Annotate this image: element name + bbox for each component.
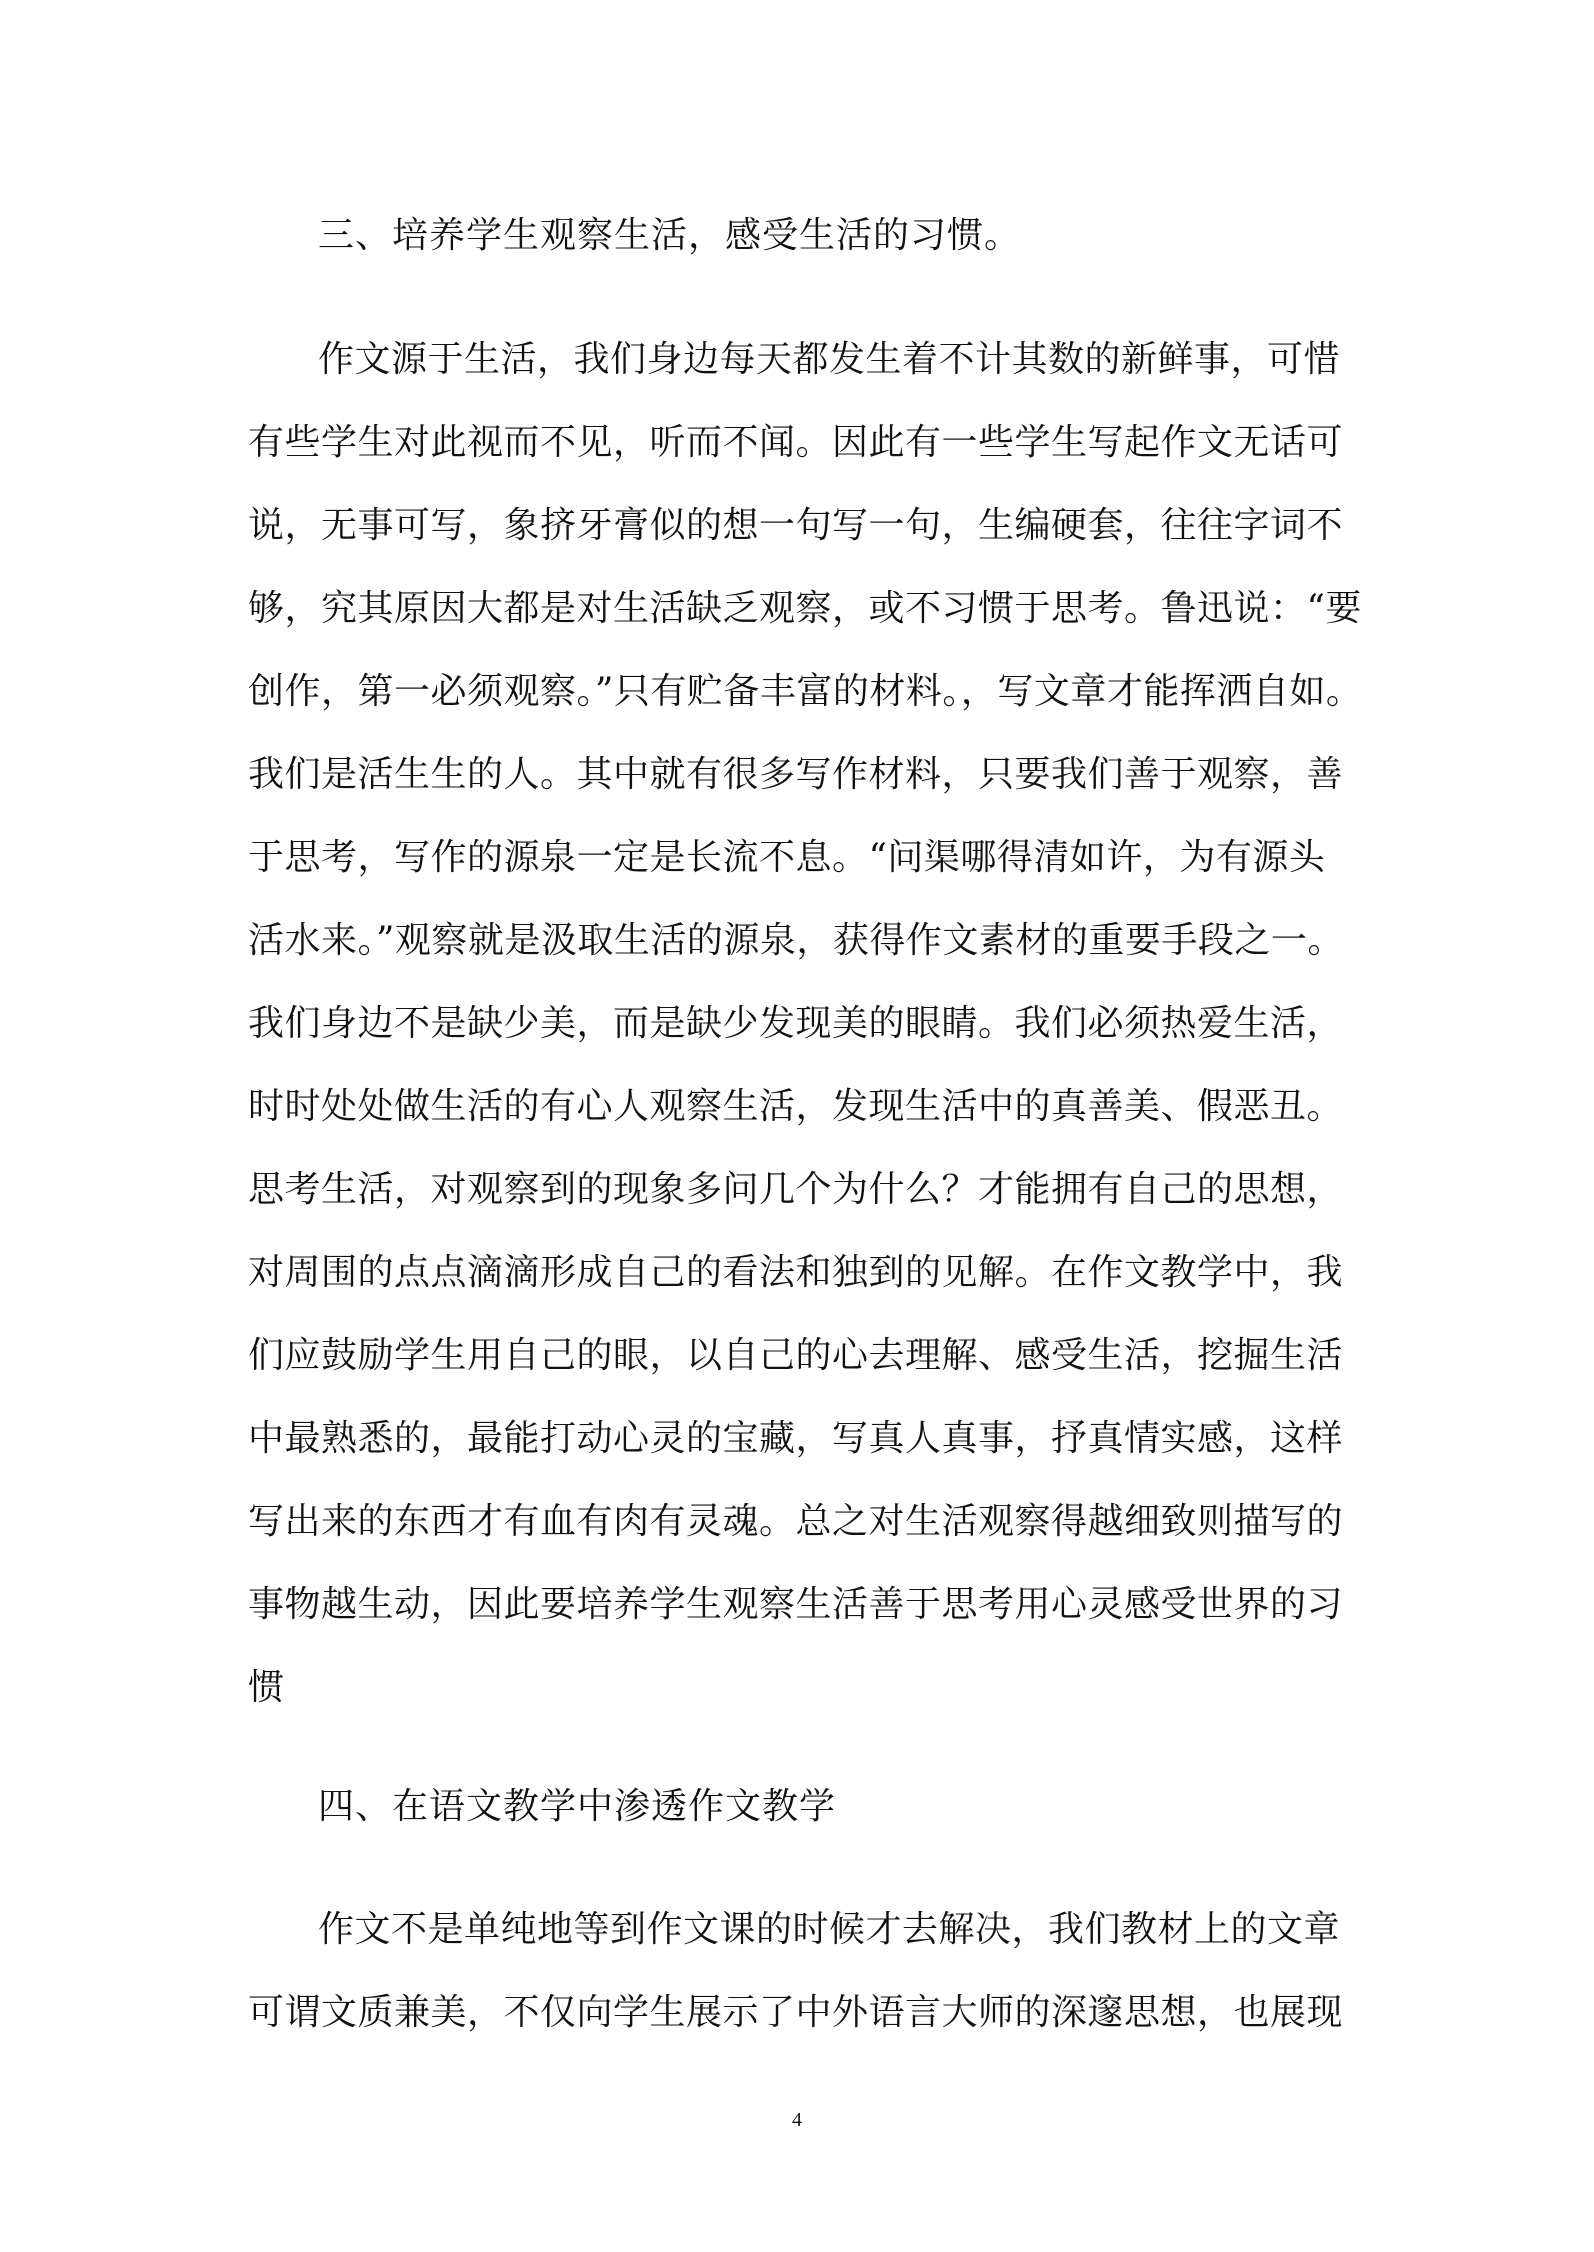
paragraph-line: 活水来。”观察就是汲取生活的源泉，获得作文素材的重要手段之一。	[248, 920, 1344, 961]
paragraph-line: 我们是活生生的人。其中就有很多写作材料，只要我们善于观察，善	[248, 754, 1344, 795]
paragraph-line: 时时处处做生活的有心人观察生活，发现生活中的真善美、假恶丑。	[248, 1086, 1344, 1127]
paragraph-line: 思考生活，对观察到的现象多问几个为什么？才能拥有自己的思想，	[248, 1169, 1344, 1210]
paragraph-line: 于思考，写作的源泉一定是长流不息。“问渠哪得清如许，为有源头	[248, 837, 1326, 878]
paragraph-line: 们应鼓励学生用自己的眼，以自己的心去理解、感受生活，挖掘生活	[248, 1335, 1344, 1376]
paragraph-line: 创作，第一必须观察。”只有贮备丰富的材料。，写文章才能挥洒自如。	[248, 671, 1363, 712]
paragraph-line: 事物越生动，因此要培养学生观察生活善于思考用心灵感受世界的习	[248, 1584, 1344, 1625]
paragraph-line: 作文源于生活，我们身边每天都发生着不计其数的新鲜事，可惜	[318, 339, 1341, 380]
paragraph-line: 作文不是单纯地等到作文课的时候才去解决，我们教材上的文章	[318, 1909, 1341, 1950]
paragraph-line: 我们身边不是缺少美，而是缺少发现美的眼睛。我们必须热爱生活，	[248, 1003, 1344, 1044]
page-number: 4	[792, 2109, 802, 2131]
paragraph-line: 可谓文质兼美，不仅向学生展示了中外语言大师的深邃思想，也展现	[248, 1992, 1344, 2033]
paragraph-line: 中最熟悉的，最能打动心灵的宝藏，写真人真事，抒真情实感，这样	[248, 1418, 1344, 1459]
paragraph-line: 对周围的点点滴滴形成自己的看法和独到的见解。在作文教学中，我	[248, 1252, 1344, 1293]
paragraph-line: 惯	[248, 1667, 285, 1708]
paragraph-line: 够，究其原因大都是对生活缺乏观察，或不习惯于思考。鲁迅说：“要	[248, 588, 1362, 629]
paragraph-line: 写出来的东西才有血有肉有灵魂。总之对生活观察得越细致则描写的	[248, 1501, 1344, 1542]
section-4-heading: 四、在语文教学中渗透作文教学	[318, 1786, 837, 1827]
section-3-heading: 三、培养学生观察生活，感受生活的习惯。	[318, 215, 1022, 256]
paragraph-line: 说，无事可写，象挤牙膏似的想一句写一句，生编硬套，往往字词不	[248, 505, 1344, 546]
paragraph-line: 有些学生对此视而不见，听而不闻。因此有一些学生写起作文无话可	[248, 422, 1344, 463]
